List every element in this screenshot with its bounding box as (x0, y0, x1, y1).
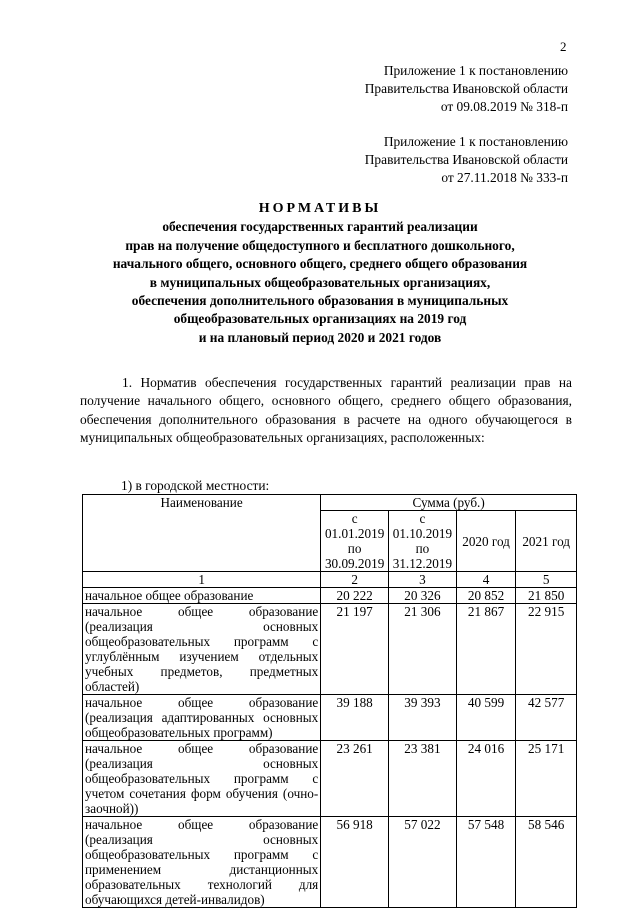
appendix-line: от 09.08.2019 № 318-п (440, 99, 568, 114)
column-number: 2 (321, 572, 389, 588)
appendix-line: Приложение 1 к постановлению (383, 134, 568, 149)
column-number: 4 (456, 572, 516, 588)
table-row (83, 604, 577, 695)
title-line: в муниципальных общеобразовательных организациях, (149, 274, 491, 290)
header-name: Наименование (83, 495, 321, 572)
row-value: 23 381 (389, 741, 457, 817)
column-number: 1 (83, 572, 321, 588)
header-sum: Сумма (руб.) (321, 495, 577, 511)
appendix-line: Правительства Ивановской области (364, 81, 568, 96)
table-row (83, 588, 577, 604)
row-value: 22 915 (516, 604, 577, 695)
row-value: 24 016 (456, 741, 516, 817)
paragraph-text: 1. Норматив обеспечения государственных гарантий реализации прав на получение начального общего, основного общего, среднего общего образования, обеспечения дополнительного образования в расчете на одного обучающегося в муниципальных общеобразовательных организациях, расположенных: (80, 375, 572, 445)
subheading: 1) в городской местности: (121, 478, 270, 493)
table-row (83, 817, 577, 908)
row-value: 25 171 (516, 741, 577, 817)
table-row (83, 741, 577, 817)
body-paragraph (80, 374, 572, 447)
row-value: 20 852 (456, 588, 516, 604)
row-name: начальное общее образование (реализация адаптированных основных общеобразовательных программ) (83, 695, 321, 741)
column-number: 3 (389, 572, 457, 588)
table-row (83, 695, 577, 741)
title-line: и на плановый период 2020 и 2021 годов (198, 329, 442, 345)
title-line: обеспечения дополнительного образования в муниципальных (131, 293, 509, 309)
title-line: начального общего, основного общего, среднего общего образования (112, 256, 528, 272)
row-value: 57 548 (456, 817, 516, 908)
header-period: 2020 год (456, 511, 516, 572)
column-number: 5 (516, 572, 577, 588)
header-period: с 01.10.2019 по 31.12.2019 (389, 511, 457, 572)
row-value: 21 850 (516, 588, 577, 604)
row-value: 21 306 (389, 604, 457, 695)
row-value: 21 867 (456, 604, 516, 695)
appendix-line: Правительства Ивановской области (364, 152, 568, 167)
page-number: 2 (560, 39, 567, 54)
appendix-line: от 27.11.2018 № 333-п (441, 170, 568, 185)
appendix-current-reference (365, 62, 568, 116)
row-value: 39 188 (321, 695, 389, 741)
row-name: начальное общее образование (83, 588, 321, 604)
title-line: прав на получение общедоступного и бесплатного дошкольного, (125, 237, 515, 253)
row-value: 20 326 (389, 588, 457, 604)
row-value: 42 577 (516, 695, 577, 741)
row-value: 58 546 (516, 817, 577, 908)
row-value: 21 197 (321, 604, 389, 695)
row-value: 39 393 (389, 695, 457, 741)
column-number-row (83, 572, 577, 588)
row-name: начальное общее образование (реализация основных общеобразовательных программ с применением дистанционных образовательных технологий для обучающихся детей-инвалидов) (83, 817, 321, 908)
row-value: 56 918 (321, 817, 389, 908)
norms-table (82, 494, 577, 908)
appendix-line: Приложение 1 к постановлению (383, 63, 568, 78)
row-value: 20 222 (321, 588, 389, 604)
document-title (60, 200, 580, 347)
row-value: 23 261 (321, 741, 389, 817)
title-heading: НОРМАТИВЫ (258, 201, 382, 216)
header-period: с 01.01.2019 по 30.09.2019 (321, 511, 389, 572)
title-line: общеобразовательных организациях на 2019 год (173, 311, 467, 327)
appendix-original-reference (365, 133, 568, 187)
header-period: 2021 год (516, 511, 577, 572)
row-value: 40 599 (456, 695, 516, 741)
row-name: начальное общее образование (реализация основных общеобразовательных программ с углублённым изучением отдельных учебных предметов, предметных областей) (83, 604, 321, 695)
row-name: начальное общее образование (реализация основных общеобразовательных программ с учетом сочетания форм обучения (очно-заочной)) (83, 741, 321, 817)
row-value: 57 022 (389, 817, 457, 908)
title-line: обеспечения государственных гарантий реализации (162, 219, 478, 235)
